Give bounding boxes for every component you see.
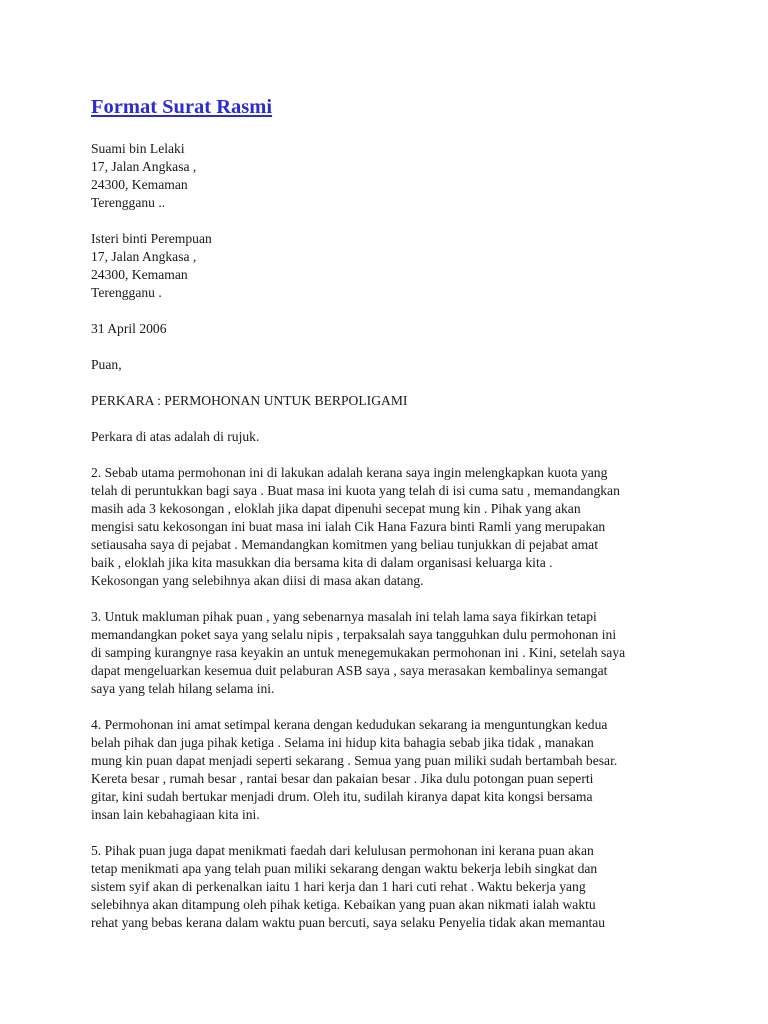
paragraph-line: insan lain kebahagiaan kita ini. (91, 807, 260, 822)
paragraph-4 (91, 716, 678, 824)
sender-postcode: 24300, Kemaman (91, 177, 188, 192)
paragraph-line: telah di peruntukkan bagi saya . Buat masa ini kuota yang telah di isi cuma satu , memandangkan (91, 483, 620, 498)
letter-date: 31 April 2006 (91, 321, 167, 336)
paragraph-line: tetap menikmati apa yang telah puan miliki sekarang dengan waktu bekerja lebih singkat dan (91, 861, 598, 876)
reference-line: Perkara di atas adalah di rujuk. (91, 429, 260, 444)
paragraph-line: setiausaha saya di pejabat . Memandangkan komitmen yang beliau tunjukkan di pejabat amat (91, 537, 598, 552)
paragraph-line: 4. Permohonan ini amat setimpal kerana dengan kedudukan sekarang ia menguntungkan kedua (91, 717, 608, 732)
sender-address (91, 140, 678, 212)
sender-name: Suami bin Lelaki (91, 141, 185, 156)
paragraph-2 (91, 464, 678, 590)
paragraph-line: 5. Pihak puan juga dapat menikmati faedah dari kelulusan permohonan ini kerana puan akan (91, 843, 594, 858)
paragraph-line: mung kin puan dapat menjadi seperti sekarang . Semua yang puan miliki sudah bertambah besar. (91, 753, 618, 768)
paragraph-line: dapat mengeluarkan kesemua duit pelaburan ASB saya , saya merasakan kembalinya semangat (91, 663, 608, 678)
paragraph-line: 2. Sebab utama permohonan ini di lakukan adalah kerana saya ingin melengkapkan kuota yang (91, 465, 608, 480)
paragraph-line: mengisi satu kekosongan ini buat masa ini ialah Cik Hana Fazura binti Ramli yang merupakan (91, 519, 606, 534)
recipient-address (91, 230, 678, 302)
salutation: Puan, (91, 357, 122, 372)
paragraph-line: selebihnya akan ditampung oleh pihak ketiga. Kebaikan yang puan akan nikmati ialah waktu (91, 897, 596, 912)
subject-line: PERKARA : PERMOHONAN UNTUK BERPOLIGAMI (91, 393, 408, 408)
paragraph-line: di samping kurangnye rasa keyakin an untuk menegemukakan permohonan ini . Kini, setelah saya (91, 645, 626, 660)
sender-state: Terengganu .. (91, 195, 166, 210)
paragraph-line: 3. Untuk makluman pihak puan , yang sebenarnya masalah ini telah lama saya fikirkan tetapi (91, 609, 597, 624)
paragraph-line: Kereta besar , rumah besar , rantai besar dan pakaian besar . Jika dulu potongan puan seperti (91, 771, 594, 786)
paragraph-line: memandangkan poket saya yang selalu nipis , terpaksalah saya tangguhkan dulu permohonan ini (91, 627, 617, 642)
paragraph-5 (91, 842, 678, 932)
recipient-postcode: 24300, Kemaman (91, 267, 188, 282)
sender-street: 17, Jalan Angkasa , (91, 159, 197, 174)
paragraph-line: belah pihak dan juga pihak ketiga . Selama ini hidup kita bahagia sebab jika tidak , manakan (91, 735, 594, 750)
paragraph-line: masih ada 3 kekosongan , eloklah jika dapat dipenuhi secepat mung kin . Pihak yang akan (91, 501, 581, 516)
recipient-state: Terengganu . (91, 285, 162, 300)
paragraph-line: rehat yang bebas kerana dalam waktu puan bercuti, saya selaku Penyelia tidak akan memantau (91, 915, 606, 930)
recipient-name: Isteri binti Perempuan (91, 231, 212, 246)
paragraph-line: sistem syif akan di perkenalkan iaitu 1 hari kerja dan 1 hari cuti rehat . Waktu bekerja yang (91, 879, 586, 894)
paragraph-line: baik , eloklah jika kita masukkan dia bersama kita di dalam organisasi keluarga kita . (91, 555, 553, 570)
document-title-link[interactable]: Format Surat Rasmi (91, 96, 273, 118)
recipient-street: 17, Jalan Angkasa , (91, 249, 197, 264)
paragraph-line: gitar, kini sudah bertukar menjadi drum. Oleh itu, sudilah kiranya dapat kita kongsi bersama (91, 789, 593, 804)
paragraph-3 (91, 608, 678, 698)
paragraph-line: Kekosongan yang selebihnya akan diisi di masa akan datang. (91, 573, 424, 588)
paragraph-line: saya yang telah hilang selama ini. (91, 681, 275, 696)
